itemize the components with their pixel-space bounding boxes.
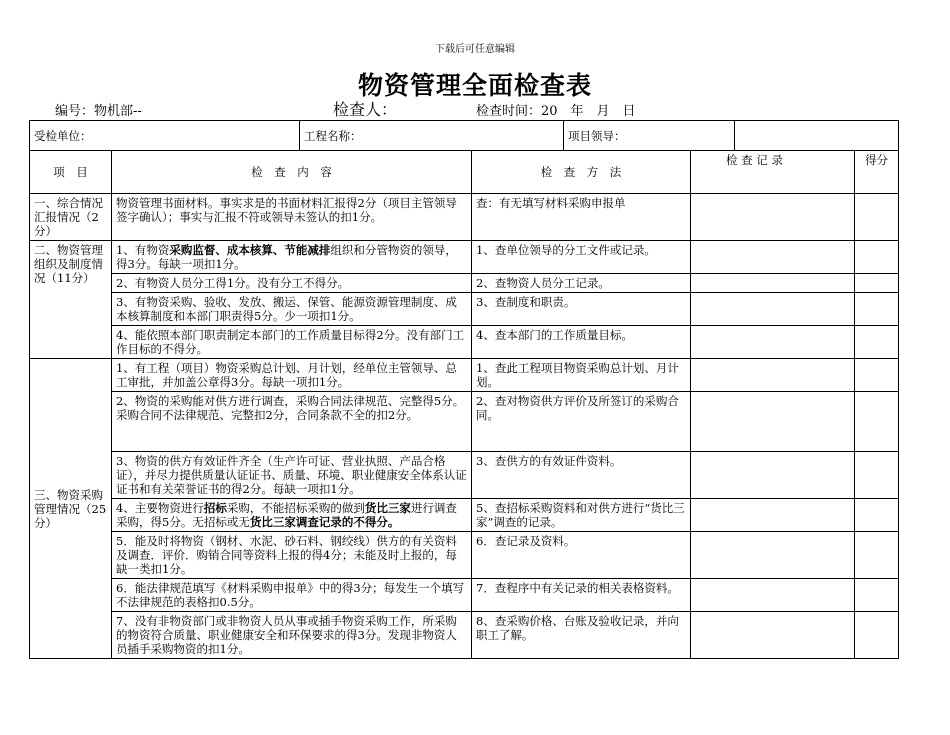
score-cell[interactable] (855, 579, 899, 612)
column-header-row (30, 151, 899, 194)
content-text: 组织和分管物资的领导，得3分。每缺一项扣1分。 (116, 243, 457, 271)
score-cell[interactable] (855, 499, 899, 532)
table-row (30, 293, 899, 326)
check-method: 查：有无填写材料采购申报单 (472, 194, 691, 241)
check-method: 3、查制度和职责。 (472, 293, 691, 326)
score-cell[interactable] (855, 326, 899, 359)
record-cell[interactable] (691, 359, 855, 392)
record-cell[interactable] (691, 194, 855, 241)
check-content: 6．能法律规范填写《材料采购申报单》中的得3分；每发生一个填写不法律规范的表格扣0.5分。 (112, 579, 472, 612)
content-text: 4、主要物资进行 (116, 501, 204, 515)
check-content: 4、能依照本部门职责制定本部门的工作质量目标得2分。没有部门工作目标的不得分。 (112, 326, 472, 359)
record-cell[interactable] (691, 293, 855, 326)
check-method: 4、查本部门的工作质量目标。 (472, 326, 691, 359)
check-method: 5、查招标采购资料和对供方进行“货比三家”调查的记录。 (472, 499, 691, 532)
table-row (30, 194, 899, 241)
check-content: 2、有物资人员分工得1分。没有分工不得分。 (112, 274, 472, 293)
project-name-cell[interactable] (300, 121, 564, 151)
check-method: 7．查程序中有关记录的相关表格资料。 (472, 579, 691, 612)
table-row (30, 241, 899, 274)
score-cell[interactable] (855, 452, 899, 499)
check-method: 1、查单位领导的分工文件或记录。 (472, 241, 691, 274)
record-cell[interactable] (691, 241, 855, 274)
inspected-unit-cell[interactable] (30, 121, 300, 151)
document-number: 编号：物机部-- (55, 104, 142, 119)
content-bold-text: 货比三家调查记录的不得分。 (249, 515, 400, 529)
inspected-unit-label: 受检单位： (34, 128, 92, 143)
check-method: 2、查物资人员分工记录。 (472, 274, 691, 293)
score-cell[interactable] (855, 241, 899, 274)
score-cell[interactable] (855, 194, 899, 241)
content-bold-text: 货比三家 (364, 501, 411, 515)
content-bold-text: 招标 (203, 501, 227, 515)
record-cell[interactable] (691, 392, 855, 452)
section-name: 一、综合情况汇报情况（2分） (30, 194, 112, 241)
header-score: 得分 (855, 151, 899, 194)
record-cell[interactable] (691, 274, 855, 293)
check-content: 3、有物资采购、验收、发放、搬运、保管、能源资源管理制度、成本核算制度和本部门职责得5分。少一项扣1分。 (112, 293, 472, 326)
inspector-field: 检查人： (333, 100, 398, 119)
record-cell[interactable] (691, 579, 855, 612)
score-cell[interactable] (855, 612, 899, 659)
content-bold-text: 采购监督、成本核算、节能减排 (169, 243, 331, 257)
record-cell[interactable] (691, 452, 855, 499)
table-row (30, 274, 899, 293)
check-content: 7、没有非物资部门或非物资人员从事或插手物资采购工作，所采购的物资符合质量、职业健康安全和环保要求的得3分。发现非物资人员插手采购物资的扣1分。 (112, 612, 472, 659)
score-cell[interactable] (855, 359, 899, 392)
table-row (30, 579, 899, 612)
check-method: 8、查采购价格、台账及验收记录，并向职工了解。 (472, 612, 691, 659)
check-method: 6．查记录及资料。 (472, 532, 691, 579)
table-row (30, 499, 899, 532)
project-name-label: 工程名称： (304, 128, 362, 143)
check-content: 物资管理书面材料。事实求是的书面材料汇报得2分（项目主管领导签字确认）；事实与汇报不符或领导未签认的扣1分。 (112, 194, 472, 241)
project-leader-cell[interactable] (564, 121, 735, 151)
check-content (112, 241, 472, 274)
score-cell[interactable] (855, 392, 899, 452)
content-text: 采购，不能招标采购的做到 (226, 501, 365, 515)
page-title: 物资管理全面检查表 (357, 71, 592, 100)
header-content: 检 查 内 容 (112, 151, 472, 194)
check-method: 3、查供方的有效证件资料。 (472, 452, 691, 499)
record-cell[interactable] (691, 499, 855, 532)
check-content: 2、物资的采购能对供方进行调查，采购合同法律规范、完整得5分。采购合同不法律规范、完整扣2分，合同条款不全的扣2分。 (112, 392, 472, 452)
header-record: 检 查 记 录 (691, 151, 855, 194)
table-row (30, 359, 899, 392)
table-row (30, 612, 899, 659)
check-content (112, 499, 472, 532)
content-text: 进行调查采购，得5分。无招标或无 (116, 501, 457, 529)
check-content: 1、有工程（项目）物资采购总计划、月计划，经单位主管领导、总工审批，并加盖公章得3分。每缺一项扣1分。 (112, 359, 472, 392)
header-method: 检 查 方 法 (472, 151, 691, 194)
inspection-time: 检查时间：20 年 月 日 (476, 104, 636, 119)
check-method: 1、查此工程项目物资采购总计划、月计划。 (472, 359, 691, 392)
header-item: 项 目 (30, 151, 112, 194)
score-cell[interactable] (855, 274, 899, 293)
table-row (30, 326, 899, 359)
inspection-table (29, 120, 899, 659)
score-cell[interactable] (855, 293, 899, 326)
record-cell[interactable] (691, 532, 855, 579)
record-cell[interactable] (691, 326, 855, 359)
score-cell[interactable] (855, 532, 899, 579)
unit-info-row (30, 121, 899, 151)
content-text: 1、有物资 (116, 243, 170, 257)
project-leader-label: 项目领导： (568, 128, 626, 143)
section-name: 二、物资管理组织及制度情况（11分） (30, 241, 112, 359)
project-leader-value-cell[interactable] (735, 121, 899, 151)
top-note: 下载后可任意编辑 (435, 44, 515, 55)
check-content: 3、物资的供方有效证件齐全（生产许可证、营业执照、产品合格证），并尽力提供质量认证证书、质量、环境、职业健康安全体系认证证书和有关荣誉证书的得2分。每缺一项扣1分。 (112, 452, 472, 499)
table-row (30, 532, 899, 579)
table-row (30, 452, 899, 499)
table-row (30, 392, 899, 452)
check-method: 2、查对物资供方评价及所签订的采购合同。 (472, 392, 691, 452)
section-name: 三、物资采购管理情况（25分） (30, 359, 112, 659)
record-cell[interactable] (691, 612, 855, 659)
check-content: 5．能及时将物资（钢材、水泥、砂石料、钢绞线）供方的有关资料及调查．评价．购销合同等资料上报的得4分；未能及时上报的，每缺一类扣1分。 (112, 532, 472, 579)
